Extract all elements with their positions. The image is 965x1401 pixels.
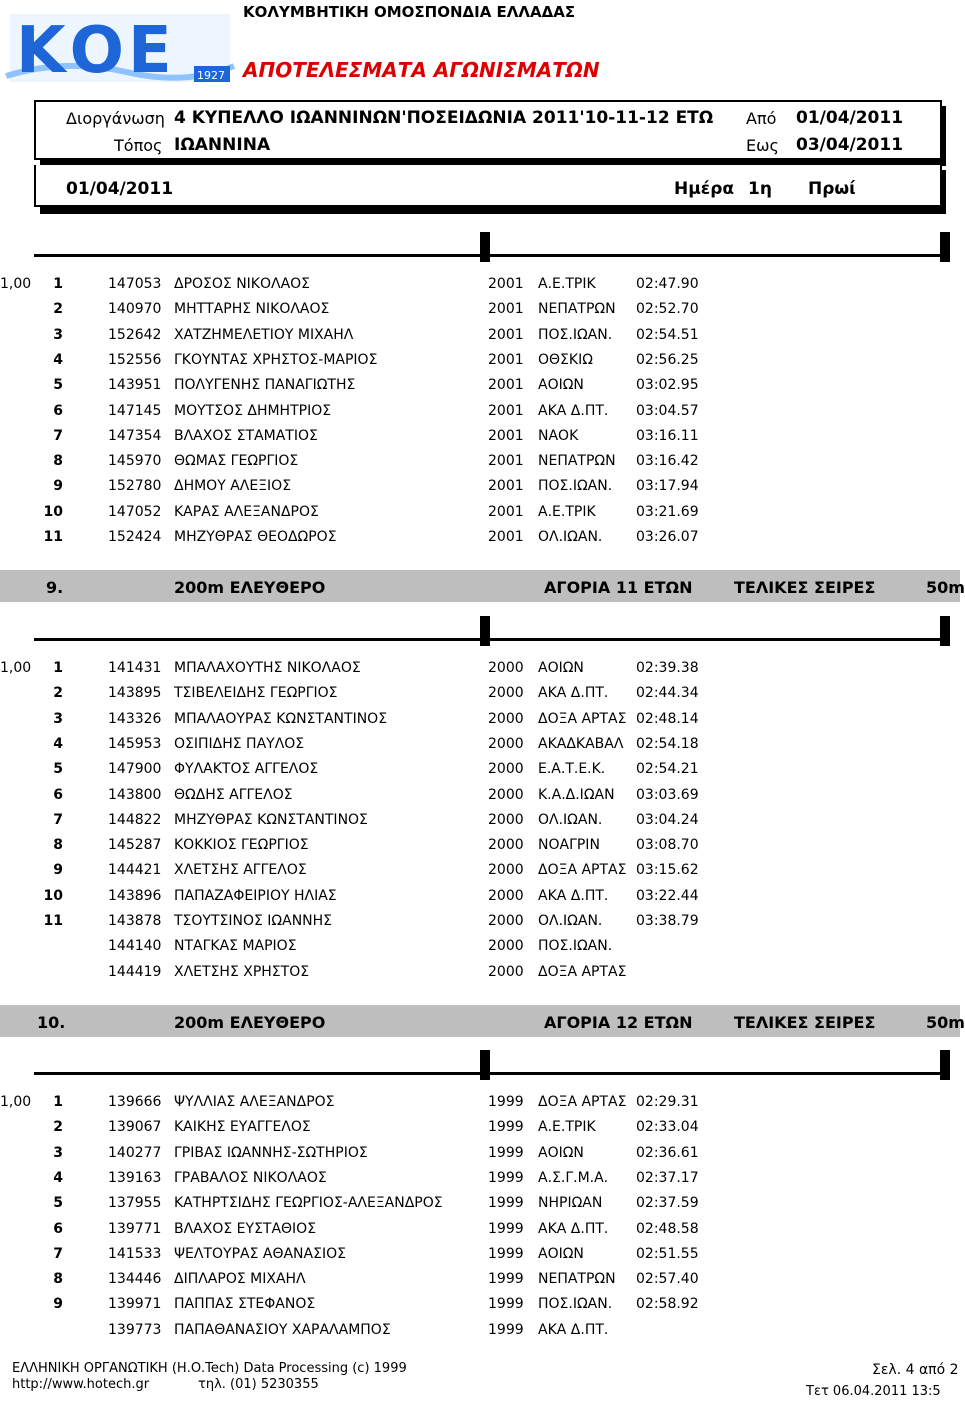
cell-club: ΑΚΑΔΚΑΒΑΛ [538,735,624,752]
cell-rank: 6 [53,786,63,803]
cell-id: 143951 [108,377,162,394]
cell-club: ΝΑΟΚ [538,427,579,444]
cell-club: ΑΚΑ Δ.ΠΤ. [538,685,609,702]
result-row [0,276,960,301]
organizer-value: 4 ΚΥΠΕΛΛΟ ΙΩΑΝΝΙΝΩΝ'ΠΟΣΕΙΔΩΝΙΑ 2011'10-11-12 ΕΤΩ [174,108,714,128]
cell-rank: 11 [43,529,63,545]
cell-year: 2000 [488,887,524,904]
cell-club: ΑΚΑ Δ.ΠΤ. [538,402,609,419]
place-label: Τόπος [114,136,163,155]
cell-id: 147145 [108,402,162,419]
cell-year: 2001 [488,276,524,292]
cell-id: 152780 [108,478,162,495]
cell-club: ΝΗΡΙΩΑΝ [538,1195,603,1212]
cell-time: 02:29.31 [636,1094,699,1110]
cell-rank: 5 [53,1195,63,1212]
result-row [0,428,960,453]
koe-logo [6,6,234,90]
result-row [0,862,960,887]
cell-name: ΧΛΕΤΣΗΣ ΑΓΓΕΛΟΣ [174,862,307,879]
cell-year: 1999 [488,1296,524,1313]
result-row [0,685,960,710]
cell-name: ΚΟΚΚΙΟΣ ΓΕΩΡΓΙΟΣ [174,837,309,854]
event-title: 200m ΕΛΕΥΘΕΡΟ [174,578,326,597]
cell-rank: 7 [53,427,63,444]
result-row [0,1221,960,1246]
cell-club: ΑΟΙΩΝ [538,1245,584,1262]
cell-time: 02:36.61 [636,1144,699,1161]
cell-rank: 9 [53,862,63,879]
cell-name: ΠΑΠΑΖΑΦΕΙΡΙΟΥ ΗΛΙΑΣ [174,887,337,904]
session-name: Πρωί [808,179,856,199]
cell-id: 144822 [108,811,162,828]
cell-rank: 11 [43,913,63,929]
cell-year: 2001 [488,503,524,520]
result-row [0,787,960,812]
result-row [0,478,960,503]
from-date: 01/04/2011 [796,108,904,128]
cell-id: 143895 [108,685,162,702]
cell-points: 1,00 [0,276,32,292]
cell-year: 1999 [488,1195,524,1212]
cell-rank: 10 [43,503,63,520]
cell-id: 147052 [108,503,162,520]
cell-id: 144421 [108,862,162,879]
cell-time: 02:37.17 [636,1169,699,1186]
cell-id: 143878 [108,913,162,929]
to-date: 03/04/2011 [796,135,904,155]
cell-name: ΧΑΤΖΗΜΕΛΕΤΙΟΥ ΜΙΧΑΗΛ [174,326,354,343]
page-title: ΑΠΟΤΕΛΕΣΜΑΤΑ ΑΓΩΝΙΣΜΑΤΩΝ [243,58,600,82]
organizer-label: Διοργάνωση [66,109,165,128]
cell-name: ΟΣΙΠΙΔΗΣ ΠΑΥΛΟΣ [174,735,305,752]
cell-name: ΜΠΑΛΑΧΟΥΤΗΣ ΝΙΚΟΛΑΟΣ [174,660,361,676]
cell-club: Α.Ε.ΤΡΙΚ [538,503,596,520]
cell-year: 2000 [488,837,524,854]
to-label: Εως [746,136,779,155]
cell-name: ΔΗΜΟΥ ΑΛΕΞΙΟΣ [174,478,292,495]
cell-id: 139163 [108,1169,162,1186]
cell-club: ΑΟΙΩΝ [538,660,584,676]
cell-time: 02:52.70 [636,301,699,318]
cell-name: ΠΑΠΑΘΑΝΑΣΙΟΥ ΧΑΡΑΛΑΜΠΟΣ [174,1321,391,1338]
cell-time: 03:04.24 [636,811,699,828]
cell-year: 2000 [488,963,524,980]
cell-club: ΝΕΠΑΤΡΩΝ [538,301,616,318]
cell-name: ΘΩΔΗΣ ΑΓΓΕΛΟΣ [174,786,293,803]
cell-name: ΤΣΙΒΕΛΕΙΔΗΣ ΓΕΩΡΓΙΟΣ [174,685,338,702]
cell-year: 2000 [488,761,524,778]
cell-id: 139771 [108,1220,162,1237]
result-row [0,352,960,377]
cell-club: ΑΚΑ Δ.ΠΤ. [538,887,609,904]
cell-name: ΝΤΑΓΚΑΣ ΜΑΡΙΟΣ [174,938,297,955]
result-row [0,327,960,352]
cell-rank: 3 [53,326,63,343]
cell-rank: 3 [53,710,63,727]
result-row [0,453,960,478]
cell-time: 03:22.44 [636,887,699,904]
result-row [0,1195,960,1220]
result-row [0,1271,960,1296]
cell-id: 141533 [108,1245,162,1262]
event-title: 200m ΕΛΕΥΘΕΡΟ [174,1013,326,1032]
cell-id: 139773 [108,1321,162,1338]
cell-id: 140277 [108,1144,162,1161]
cell-rank: 2 [53,301,63,318]
event-category: ΑΓΟΡΙΑ 12 ΕΤΩΝ [544,1013,693,1032]
cell-id: 144140 [108,938,162,955]
cell-year: 2001 [488,377,524,394]
cell-name: ΜΗΖΥΘΡΑΣ ΘΕΟΔΩΡΟΣ [174,529,337,545]
cell-time: 02:48.58 [636,1220,699,1237]
cell-rank: 3 [53,1144,63,1161]
cell-name: ΠΟΛΥΓΕΝΗΣ ΠΑΝΑΓΙΩΤΗΣ [174,377,356,394]
cell-club: ΔΟΞΑ ΑΡΤΑΣ [538,963,627,980]
meet-info-box [34,100,942,160]
cell-year: 2001 [488,529,524,545]
cell-name: ΔΙΠΛΑΡΟΣ ΜΙΧΑΗΛ [174,1271,306,1288]
cell-year: 1999 [488,1271,524,1288]
result-row [0,837,960,862]
cell-year: 2001 [488,427,524,444]
result-row [0,1322,960,1347]
cell-rank: 7 [53,1245,63,1262]
cell-id: 147354 [108,427,162,444]
cell-time: 02:48.14 [636,710,699,727]
cell-year: 2000 [488,786,524,803]
event-round: ΤΕΛΙΚΕΣ ΣΕΙΡΕΣ [734,578,876,597]
cell-name: ΚΑΙΚΗΣ ΕΥΑΓΓΕΛΟΣ [174,1119,311,1136]
cell-time: 03:04.57 [636,402,699,419]
cell-rank: 1 [53,1094,63,1110]
logo-text: ΚΟΕ [16,14,176,88]
from-label: Από [746,109,777,128]
result-row [0,761,960,786]
cell-year: 2000 [488,735,524,752]
cell-rank: 6 [53,1220,63,1237]
cell-club: ΠΟΣ.ΙΩΑΝ. [538,938,613,955]
cell-name: ΜΠΑΛΑΟΥΡΑΣ ΚΩΝΣΤΑΝΤΙΝΟΣ [174,710,388,727]
result-row [0,711,960,736]
cell-club: ΝΕΠΑΤΡΩΝ [538,1271,616,1288]
result-row [0,964,960,989]
result-row [0,301,960,326]
cell-id: 143326 [108,710,162,727]
cell-rank: 9 [53,1296,63,1313]
cell-club: ΔΟΞΑ ΑΡΤΑΣ [538,862,627,879]
cell-time: 03:16.11 [636,427,699,444]
footer-url[interactable]: http://www.hotech.gr [12,1377,150,1392]
cell-time: 02:51.55 [636,1245,699,1262]
cell-time: 03:17.94 [636,478,699,495]
logo-year: 1927 [197,69,225,82]
cell-time: 03:26.07 [636,529,699,545]
event-number: 9. [46,578,64,597]
event-pool: 50m [926,1013,965,1032]
cell-id: 139971 [108,1296,162,1313]
event-header-10 [0,1005,965,1037]
event-pool: 50m [926,578,965,597]
print-timestamp: Τετ 06.04.2011 13:5 [806,1384,941,1399]
cell-id: 152642 [108,326,162,343]
result-row [0,529,960,554]
cell-year: 2000 [488,710,524,727]
cell-club: ΔΟΞΑ ΑΡΤΑΣ [538,1094,627,1110]
event-category: ΑΓΟΡΙΑ 11 ΕΤΩΝ [544,578,693,597]
result-row [0,1145,960,1170]
cell-time: 02:47.90 [636,276,699,292]
cell-club: ΑΟΙΩΝ [538,1144,584,1161]
cell-rank: 5 [53,761,63,778]
cell-rank: 9 [53,478,63,495]
cell-rank: 10 [43,887,63,904]
cell-year: 1999 [488,1220,524,1237]
cell-rank: 8 [53,1271,63,1288]
cell-club: ΟΛ.ΙΩΑΝ. [538,811,603,828]
result-row [0,1170,960,1195]
cell-name: ΘΩΜΑΣ ΓΕΩΡΓΙΟΣ [174,453,299,470]
cell-id: 134446 [108,1271,162,1288]
cell-year: 1999 [488,1321,524,1338]
cell-year: 2000 [488,913,524,929]
result-row [0,812,960,837]
cell-rank: 4 [53,735,63,752]
cell-rank: 5 [53,377,63,394]
cell-club: ΝΟΑΓΡΙΝ [538,837,600,854]
cell-year: 2001 [488,402,524,419]
event-header-9 [0,570,965,602]
cell-time: 02:57.40 [636,1271,699,1288]
day-label: Ημέρα [674,179,735,199]
federation-name: ΚΟΛΥΜΒΗΤΙΚΗ ΟΜΟΣΠΟΝΔΙΑ ΕΛΛΑΔΑΣ [243,3,576,21]
cell-club: Κ.Α.Δ.ΙΩΑΝ [538,786,615,803]
cell-id: 152556 [108,351,162,368]
cell-year: 2001 [488,453,524,470]
cell-id: 140970 [108,301,162,318]
cell-rank: 8 [53,453,63,470]
cell-time: 03:16.42 [636,453,699,470]
cell-time: 03:15.62 [636,862,699,879]
cell-name: ΒΛΑΧΟΣ ΕΥΣΤΑΘΙΟΣ [174,1220,317,1237]
cell-id: 143800 [108,786,162,803]
cell-club: ΠΟΣ.ΙΩΑΝ. [538,478,613,495]
cell-id: 147053 [108,276,162,292]
cell-points: 1,00 [0,660,32,676]
result-row [0,377,960,402]
cell-time: 02:56.25 [636,351,699,368]
cell-id: 143896 [108,887,162,904]
cell-name: ΒΛΑΧΟΣ ΣΤΑΜΑΤΙΟΣ [174,427,318,444]
cell-year: 2000 [488,862,524,879]
cell-name: ΜΗΖΥΘΡΑΣ ΚΩΝΣΤΑΝΤΙΝΟΣ [174,811,368,828]
cell-time: 02:54.21 [636,761,699,778]
cell-name: ΠΑΠΠΑΣ ΣΤΕΦΑΝΟΣ [174,1296,316,1313]
cell-name: ΜΟΥΤΣΟΣ ΔΗΜΗΤΡΙΟΣ [174,402,332,419]
cell-rank: 6 [53,402,63,419]
result-row [0,660,960,685]
cell-rank: 2 [53,685,63,702]
cell-club: Ε.Α.Τ.Ε.Κ. [538,761,606,778]
cell-name: ΚΑΤΗΡΤΣΙΔΗΣ ΓΕΩΡΓΙΟΣ-ΑΛΕΞΑΝΔΡΟΣ [174,1195,443,1212]
cell-year: 1999 [488,1144,524,1161]
cell-rank: 7 [53,811,63,828]
cell-rank: 8 [53,837,63,854]
footer-phone: τηλ. (01) 5230355 [198,1377,319,1392]
result-row [0,1246,960,1271]
result-row [0,504,960,529]
result-row [0,938,960,963]
cell-club: Α.Ε.ΤΡΙΚ [538,1119,596,1136]
cell-name: ΚΑΡΑΣ ΑΛΕΞΑΝΔΡΟΣ [174,503,319,520]
cell-year: 1999 [488,1245,524,1262]
cell-name: ΨΕΛΤΟΥΡΑΣ ΑΘΑΝΑΣΙΟΣ [174,1245,346,1262]
cell-time: 03:08.70 [636,837,699,854]
cell-rank: 4 [53,351,63,368]
result-row [0,1094,960,1119]
cell-name: ΓΡΑΒΑΛΟΣ ΝΙΚΟΛΑΟΣ [174,1169,327,1186]
cell-club: ΠΟΣ.ΙΩΑΝ. [538,1296,613,1313]
cell-club: ΟΘΣΚΙΩ [538,351,593,368]
cell-id: 137955 [108,1195,162,1212]
result-row [0,403,960,428]
result-row [0,1296,960,1321]
cell-rank: 1 [53,660,63,676]
cell-time: 02:39.38 [636,660,699,676]
cell-points: 1,00 [0,1094,32,1110]
cell-club: ΠΟΣ.ΙΩΑΝ. [538,326,613,343]
cell-id: 152424 [108,529,162,545]
cell-id: 147900 [108,761,162,778]
cell-time: 03:21.69 [636,503,699,520]
cell-name: ΧΛΕΤΣΗΣ ΧΡΗΣΤΟΣ [174,963,310,980]
event-round: ΤΕΛΙΚΕΣ ΣΕΙΡΕΣ [734,1013,876,1032]
footer-credit: ΕΛΛΗΝΙΚΗ ΟΡΓΑΝΩΤΙΚΗ (Η.Ο.Tech) Data Processing (c) 1999 [12,1361,407,1376]
cell-time: 02:37.59 [636,1195,699,1212]
cell-year: 2000 [488,811,524,828]
result-row [0,1119,960,1144]
cell-club: ΔΟΞΑ ΑΡΤΑΣ [538,710,627,727]
cell-rank: 4 [53,1169,63,1186]
result-row [0,736,960,761]
cell-club: ΑΚΑ Δ.ΠΤ. [538,1220,609,1237]
cell-year: 2001 [488,326,524,343]
result-row [0,888,960,913]
cell-year: 1999 [488,1094,524,1110]
cell-time: 02:44.34 [636,685,699,702]
cell-name: ΓΡΙΒΑΣ ΙΩΑΝΝΗΣ-ΣΩΤΗΡΙΟΣ [174,1144,368,1161]
cell-id: 139666 [108,1094,162,1110]
cell-id: 145953 [108,735,162,752]
cell-club: Α.Σ.Γ.Μ.Α. [538,1169,609,1186]
cell-name: ΦΥΛΑΚΤΟΣ ΑΓΓΕΛΟΣ [174,761,319,778]
cell-id: 144419 [108,963,162,980]
cell-year: 2001 [488,351,524,368]
cell-year: 2000 [488,938,524,955]
session-date: 01/04/2011 [66,179,174,199]
cell-name: ΨΥΛΛΙΑΣ ΑΛΕΞΑΝΔΡΟΣ [174,1094,335,1110]
cell-year: 2000 [488,685,524,702]
day-box [34,165,942,207]
cell-name: ΓΚΟΥΝΤΑΣ ΧΡΗΣΤΟΣ-ΜΑΡΙΟΣ [174,351,378,368]
cell-club: ΝΕΠΑΤΡΩΝ [538,453,616,470]
cell-time: 03:03.69 [636,786,699,803]
cell-time: 02:54.18 [636,735,699,752]
page-number: Σελ. 4 από 2 [872,1362,959,1378]
cell-time: 03:38.79 [636,913,699,929]
cell-time: 02:33.04 [636,1119,699,1136]
result-row [0,913,960,938]
cell-club: ΑΟΙΩΝ [538,377,584,394]
cell-club: Α.Ε.ΤΡΙΚ [538,276,596,292]
cell-rank: 2 [53,1119,63,1136]
cell-year: 2001 [488,301,524,318]
cell-time: 02:54.51 [636,326,699,343]
cell-id: 141431 [108,660,162,676]
cell-name: ΔΡΟΣΟΣ ΝΙΚΟΛΑΟΣ [174,276,311,292]
cell-id: 145970 [108,453,162,470]
cell-year: 1999 [488,1119,524,1136]
place-value: ΙΩΑΝΝΙΝΑ [174,135,271,155]
cell-year: 2000 [488,660,524,676]
cell-id: 139067 [108,1119,162,1136]
cell-club: ΟΛ.ΙΩΑΝ. [538,529,603,545]
day-number: 1η [748,179,772,199]
cell-time: 02:58.92 [636,1296,699,1313]
cell-year: 1999 [488,1169,524,1186]
cell-time: 03:02.95 [636,377,699,394]
cell-name: ΜΗΤΤΑΡΗΣ ΝΙΚΟΛΑΟΣ [174,301,330,318]
cell-name: ΤΣΟΥΤΣΙΝΟΣ ΙΩΑΝΝΗΣ [174,913,333,929]
cell-year: 2001 [488,478,524,495]
cell-club: ΟΛ.ΙΩΑΝ. [538,913,603,929]
cell-id: 145287 [108,837,162,854]
event-number: 10. [37,1013,66,1032]
cell-club: ΑΚΑ Δ.ΠΤ. [538,1321,609,1338]
cell-rank: 1 [53,276,63,292]
